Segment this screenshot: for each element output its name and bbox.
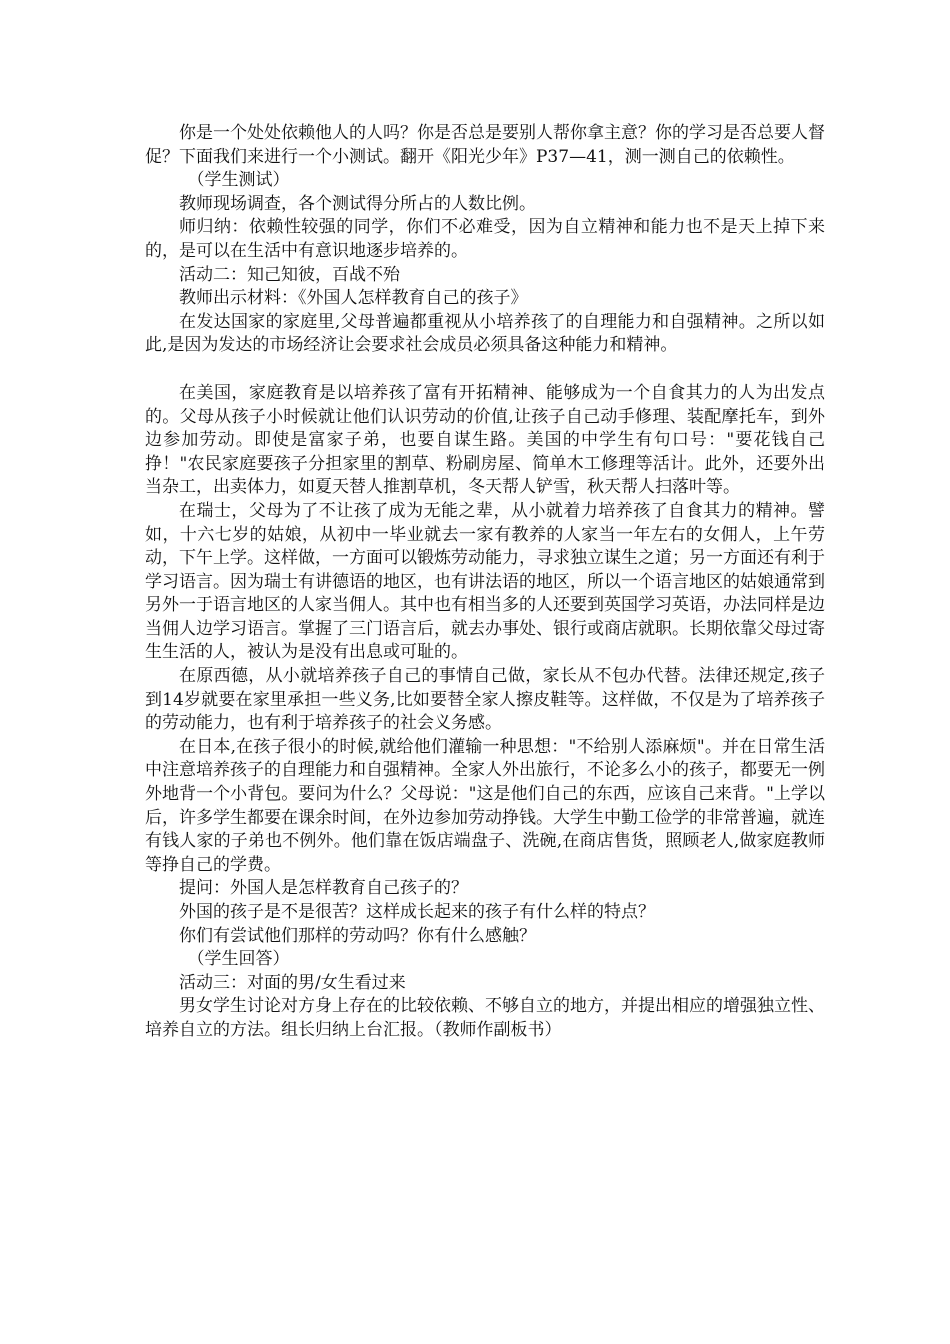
paragraph-japan: 在日本,在孩子很小的时候,就给他们灌输一种思想："不给别人添麻烦"。并在日常生活中注意培养孩子的自理能力和自强精神。全家人外出旅行，不论多么小的孩子，都要无一例外地背一个小背包。要问为什么？父母说："这是他们自己的东西，应该自己来背。"上学以后，许多学生都要在课余时间，在外边参加劳动挣钱。大学生中勤工俭学的非常普遍，就连有钱人家的子弟也不例外。他们靠在饭店端盘子、洗碗,在商店售货，照顾老人,做家庭教师等挣自己的学费。 [145, 736, 825, 875]
paragraph-intro: 你是一个处处依赖他人的人吗？你是否总是要别人帮你拿主意？你的学习是否总要人督促？下面我们来进行一个小测试。翻开《阳光少年》P37—41，测一测自己的依赖性。 [145, 123, 825, 167]
paragraph-question-one: 提问：外国人是怎样教育自己孩子的？ [179, 878, 468, 899]
paragraph-discussion: 男女学生讨论对方身上存在的比较依赖、不够自立的地方，并提出相应的增强独立性、培养自立的方法。组长归纳上台汇报。（教师作副板书） [145, 996, 825, 1040]
paragraph-teacher-survey: 教师现场调查，各个测试得分所占的人数比例。 [179, 193, 536, 214]
paragraph-student-answer: （学生回答） [187, 949, 290, 970]
paragraph-activity-two: 活动二：知己知彼，百战不殆 [179, 264, 400, 285]
paragraph-teacher-summary: 师归纳：依赖性较强的同学，你们不必难受，因为自立精神和能力也不是天上掉下来的，是可以在生活中有意识地逐步培养的。 [145, 217, 825, 261]
paragraph-west-germany: 在原西德，从小就培养孩子自己的事情自己做，家长从不包办代替。法律还规定,孩子到14岁就要在家里承担一些义务,比如要替全家人擦皮鞋等。这样做，不仅是为了培养孩子的劳动能力，也有利于培养孩子的社会义务感。 [145, 666, 825, 734]
paragraph-gap [145, 358, 825, 382]
paragraph-usa: 在美国，家庭教育是以培养孩了富有开拓精神、能够成为一个自食其力的人为出发点的。父母从孩子小时候就让他们认识劳动的价值,让孩子自己动手修理、装配摩托车，到外边参加劳动。即使是富家子弟，也要自谋生路。美国的中学生有句口号："要花钱自己挣！"农民家庭要孩子分担家里的割草、粉刷房屋、简单木工修理等活计。此外，还要外出当杂工，出卖体力，如夏天替人推割草机，冬天帮人铲雪，秋天帮人扫落叶等。 [145, 382, 825, 498]
paragraph-student-test: （学生测试） [187, 170, 290, 191]
paragraph-switzerland: 在瑞士，父母为了不让孩了成为无能之辈，从小就着力培养孩了自食其力的精神。譬如，十六七岁的姑娘，从初中一毕业就去一家有教养的人家当一年左右的女佣人，上午劳动，下午上学。这样做，一方面可以锻炼劳动能力，寻求独立谋生之道；另一方面还有利于学习语言。因为瑞士有讲德语的地区，也有讲法语的地区，所以一个语言地区的姑娘通常到另外一于语言地区的人家当佣人。其中也有相当多的人还要到英国学习英语，办法同样是边当佣人边学习语言。掌握了三门语言后，就去办事处、银行或商店就职。长期依靠父母过寄生生活的人，被认为是没有出息或可耻的。 [145, 500, 825, 663]
paragraph-activity-three: 活动三：对面的男/女生看过来 [179, 972, 406, 993]
paragraph-question-two: 外国的孩子是不是很苦？这样成长起来的孩子有什么样的特点？ [179, 902, 655, 922]
paragraph-developed-countries: 在发达国家的家庭里,父母普遍都重视从小培养孩了的自理能力和自强精神。之所以如此,是因为发达的市场经济让会要求社会成员必须具备这种能力和精神。 [145, 311, 825, 356]
paragraph-question-three: 你们有尝试他们那样的劳动吗？你有什么感触？ [179, 925, 536, 946]
paragraph-material-title: 教师出示材料：《外国人怎样教育自己的孩子》 [179, 288, 528, 309]
document-body [145, 122, 825, 1043]
